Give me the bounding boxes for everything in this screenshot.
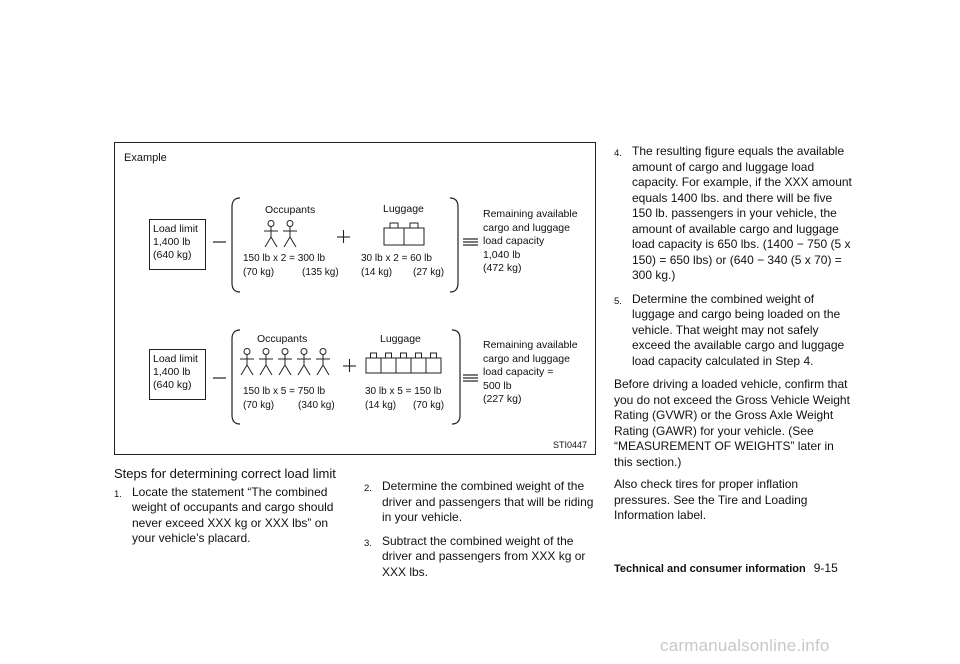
text-column-2 <box>364 479 598 588</box>
page-number: 9-15 <box>813 561 838 575</box>
luggage-icons <box>383 221 453 247</box>
figure-label: Example <box>124 152 167 164</box>
person-icon <box>240 349 254 376</box>
step-4: 4. The resulting figure equals the available amount of cargo and luggage load capacity. For example, if the XXX amount equals 1400 lbs. and there will be five 150 lb. passengers in your vehicle, the amount of available cargo and luggage load capacity is 650 lbs. (1400 − 750 (5 x 150) = 650 lbs) or (640 − 340 (5 x 70) = 300 kg.) <box>614 144 852 282</box>
suitcase-icon <box>411 353 426 373</box>
paragraph-inflation: Also check tires for proper inflation pressures. See the Tire and Loading Information label. <box>614 477 808 522</box>
remaining-capacity: Remaining available cargo and luggage load capacity 1,040 lb (472 kg) <box>483 208 578 274</box>
luggage-kg-a: (14 kg) <box>365 400 397 411</box>
person-icon <box>264 221 278 248</box>
luggage-kg-b: (27 kg) <box>413 267 445 278</box>
occupant-figures <box>263 220 323 250</box>
occupants-kg-a: (70 kg) <box>243 267 275 278</box>
luggage-icons <box>365 351 445 375</box>
suitcase-icon <box>384 223 404 245</box>
load-limit-box: Load limit 1,400 lb (640 kg) <box>149 219 206 270</box>
suitcase-icon <box>404 223 424 245</box>
luggage-calc: 30 lb x 5 = 150 lb <box>365 386 442 397</box>
person-icon <box>278 349 292 376</box>
watermark: carmanualsonline.info <box>660 636 830 655</box>
step-2: 2. Determine the combined weight of the driver and passengers that will be riding in your vehicle. <box>364 479 594 524</box>
figure-code: STI0447 <box>552 440 587 450</box>
equals-sign-icon <box>463 238 479 247</box>
left-bracket-icon <box>231 197 241 293</box>
occupants-calc: 150 lb x 2 = 300 lb <box>243 253 326 264</box>
remaining-capacity: Remaining available cargo and luggage load capacity = 500 lb (227 kg) <box>483 339 578 405</box>
paragraph-gvwr: Before driving a loaded vehicle, confirm that you do not exceed the Gross Vehicle Weight Rating (GVWR) or the Gross Axle Weight Rating (GAWR) for your vehicle. (See “MEASUREMENT OF WEIGHTS” later in this section.) <box>614 377 850 469</box>
page-footer <box>614 561 838 575</box>
luggage-kg-b: (70 kg) <box>413 400 445 411</box>
suitcase-icon <box>366 353 381 373</box>
luggage-title: Luggage <box>380 333 421 345</box>
person-icon <box>297 349 311 376</box>
occupants-title: Occupants <box>257 333 308 345</box>
occupants-kg-a: (70 kg) <box>243 400 275 411</box>
suitcase-icon <box>381 353 396 373</box>
load-limit-box: Load limit 1,400 lb (640 kg) <box>149 349 206 400</box>
plus-sign-icon <box>343 359 357 373</box>
luggage-calc: 30 lb x 2 = 60 lb <box>361 253 432 264</box>
occupant-figures <box>239 348 339 378</box>
plus-sign-icon <box>337 230 351 244</box>
luggage-title: Luggage <box>383 203 424 215</box>
step-1: 1. Locate the statement “The combined weight of occupants and cargo should never exceed XXX kg or XXX lbs” on your vehicle’s placard. <box>114 484 334 545</box>
luggage-kg-a: (14 kg) <box>361 267 393 278</box>
step-3: 3. Subtract the combined weight of the driver and passengers from XXX kg or XXX lbs. <box>364 533 586 579</box>
occupants-calc: 150 lb x 5 = 750 lb <box>243 386 326 397</box>
minus-sign-icon <box>213 241 227 245</box>
person-icon <box>283 221 297 248</box>
step-5: 5. Determine the combined weight of luggage and cargo being loaded on the vehicle. That weight may not safely exceed the available cargo and luggage load capacity calculated in Step 4. <box>614 291 845 368</box>
person-icon <box>316 349 330 376</box>
text-column-3 <box>614 144 854 531</box>
right-bracket-icon <box>449 197 459 293</box>
person-icon <box>259 349 273 376</box>
occupants-kg-b: (135 kg) <box>302 267 339 278</box>
minus-sign-icon <box>213 377 227 381</box>
equals-sign-icon <box>463 374 479 383</box>
section-heading: Steps for determining correct load limit <box>114 466 336 481</box>
occupants-title: Occupants <box>265 204 316 216</box>
load-example-figure <box>114 142 596 455</box>
suitcase-icon <box>396 353 411 373</box>
equation-row-1 <box>115 193 595 318</box>
suitcase-icon <box>426 353 441 373</box>
footer-section-title: Technical and consumer information <box>614 563 806 575</box>
equation-row-2 <box>115 331 595 456</box>
text-column-1 <box>114 466 344 555</box>
occupants-kg-b: (340 kg) <box>298 400 335 411</box>
right-bracket-icon <box>451 329 461 425</box>
